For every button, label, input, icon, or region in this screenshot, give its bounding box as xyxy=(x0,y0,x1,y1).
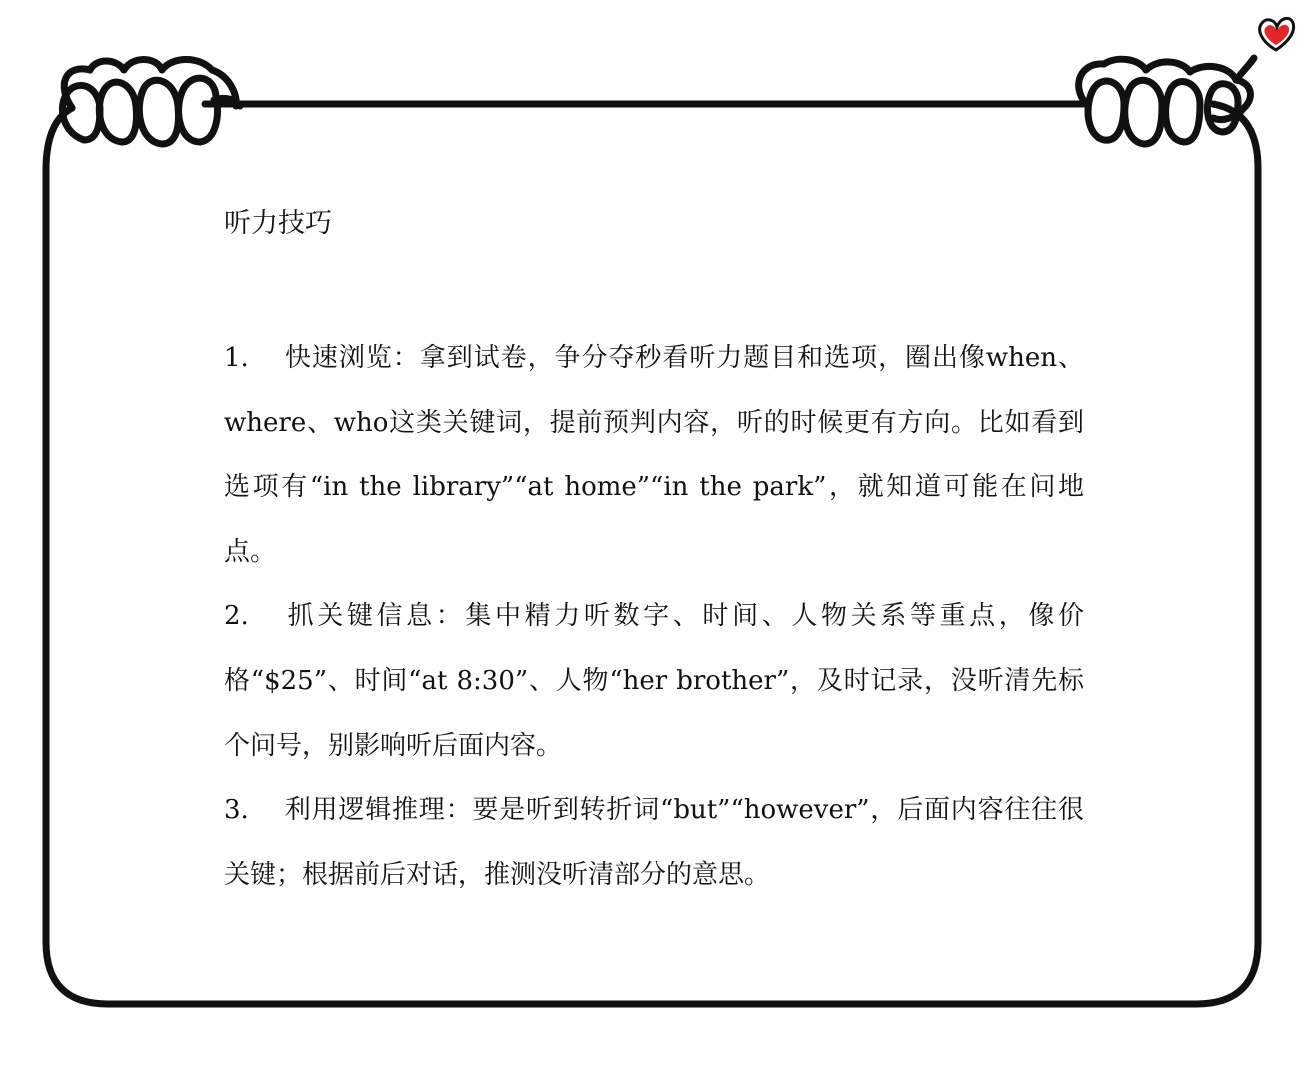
item-text: 抓关键信息：集中精力听数字、时间、人物关系等重点，像价格“$25”、时间“at 8:30”、人物“her brother”，及时记录，没听清先标个问号，别影响听后面内容。 xyxy=(224,601,1084,761)
item-number: 3. xyxy=(224,795,249,826)
right-hand-icon xyxy=(1079,58,1254,144)
item-number: 1. xyxy=(224,343,249,373)
item-text: 快速浏览：拿到试卷，争分夺秒看听力题目和选项，圈出像when、where、who这类关键词，提前预判内容，听的时候更有方向。比如看到选项有“in the library”“at home”“in the park”，就知道可能在问地点。 xyxy=(224,343,1084,567)
left-hand-icon xyxy=(62,60,240,145)
page-title: 听力技巧 xyxy=(224,208,332,239)
item-number: 2. xyxy=(224,601,249,632)
heart-icon xyxy=(1260,18,1294,50)
list-item xyxy=(224,326,1084,584)
document-body xyxy=(224,196,1084,907)
list-item xyxy=(224,584,1084,778)
list-item xyxy=(224,778,1084,907)
item-text: 利用逻辑推理：要是听到转折词“but”“however”，后面内容往往很关键；根据前后对话，推测没听清部分的意思。 xyxy=(224,795,1084,890)
